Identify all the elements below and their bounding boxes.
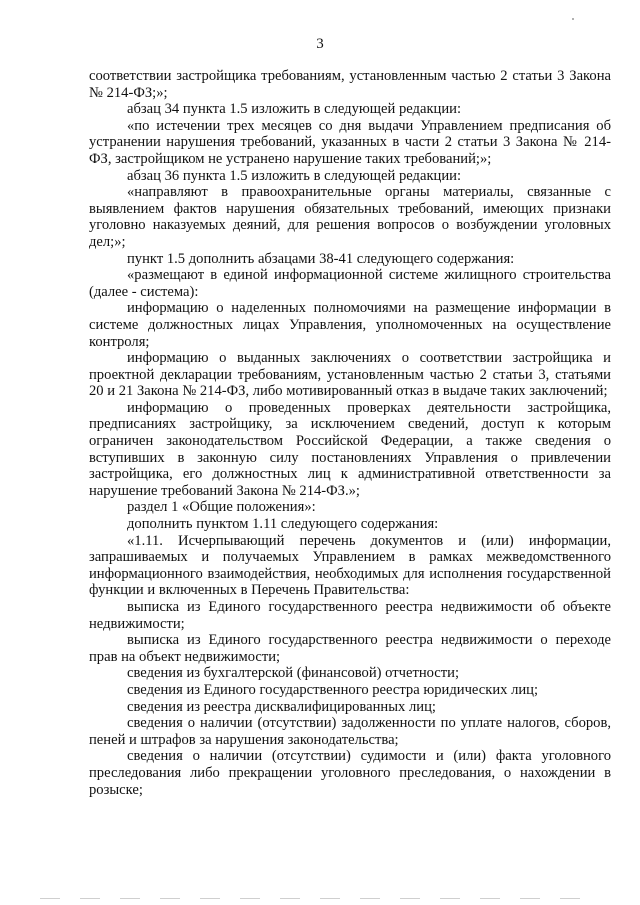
scan-mark — [572, 18, 574, 20]
paragraph: сведения о наличии (отсутствии) судимости и (или) факта уголовного преследования либо прекращении уголовного преследования, о нахождении в розыске; — [89, 748, 611, 798]
paragraph: соответствии застройщика требованиям, установленным частью 2 статьи 3 Закона № 214-ФЗ;»; — [89, 68, 611, 101]
paragraph: «по истечении трех месяцев со дня выдачи Управлением предписания об устранении нарушения требований, указанных в части 2 статьи 3 Закона № 214-ФЗ, застройщиком не устранено нарушение таких требований;»; — [89, 117, 611, 167]
page-number: 3 — [316, 36, 324, 52]
paragraph: «направляют в правоохранительные органы материалы, связанные с выявлением фактов нарушения обязательных требований, имеющих признаки уголовно наказуемых деяний, для решения вопросов о возбуждении уголовных дел;»; — [89, 184, 611, 250]
paragraph: дополнить пунктом 1.11 следующего содержания: — [127, 516, 439, 533]
paragraph: «1.11. Исчерпывающий перечень документов и (или) информации, запрашиваемых и получаемых Управлением в рамках межведомственного информационного взаимодействия, необходимых для исполнения государственной функции и включенных в Перечень Правительства: — [89, 532, 611, 599]
paragraph: сведения о наличии (отсутствии) задолженности по уплате налогов, сборов, пеней и штрафов за нарушения законодательства; — [89, 715, 611, 748]
paragraph: выписка из Единого государственного реестра недвижимости об объекте недвижимости; — [89, 599, 611, 632]
paragraph: информацию о наделенных полномочиями на размещение информации в системе должностных лицах Управления, уполномоченных на осуществление контроля; — [89, 300, 611, 350]
paragraph: раздел 1 «Общие положения»: — [127, 499, 316, 516]
paragraph: сведения из реестра дисквалифицированных лиц; — [127, 698, 436, 715]
paragraph: «размещают в единой информационной системе жилищного строительства (далее - система): — [89, 267, 611, 300]
paragraph: информацию о проведенных проверках деятельности застройщика, предписаниях застройщику, за исключением сведений, доступ к которым ограничен законодательством Российской Федерации, а также сведения о вступивших в законную силу постановлениях Управления о привлечении застройщика, его должностных лиц к административной ответственности за нарушение требований Закона № 214-ФЗ.»; — [89, 399, 611, 499]
document-body — [89, 68, 611, 798]
paragraph: абзац 34 пункта 1.5 изложить в следующей редакции: — [127, 101, 462, 118]
paragraph: выписка из Единого государственного реестра недвижимости о переходе прав на объект недвижимости; — [89, 632, 611, 665]
paragraph: абзац 36 пункта 1.5 изложить в следующей редакции: — [127, 167, 462, 184]
paragraph: сведения из Единого государственного реестра юридических лиц; — [127, 681, 539, 698]
paragraph: сведения из бухгалтерской (финансовой) отчетности; — [127, 665, 460, 682]
scan-edge-artifact — [40, 898, 600, 899]
paragraph: информацию о выданных заключениях о соответствии застройщика и проектной декларации требованиям, установленным частью 2 статьи 3, статьями 20 и 21 Закона № 214-ФЗ, либо мотивированный отказ в выдаче таких заключений; — [89, 350, 611, 400]
paragraph: пункт 1.5 дополнить абзацами 38-41 следующего содержания: — [127, 250, 515, 267]
